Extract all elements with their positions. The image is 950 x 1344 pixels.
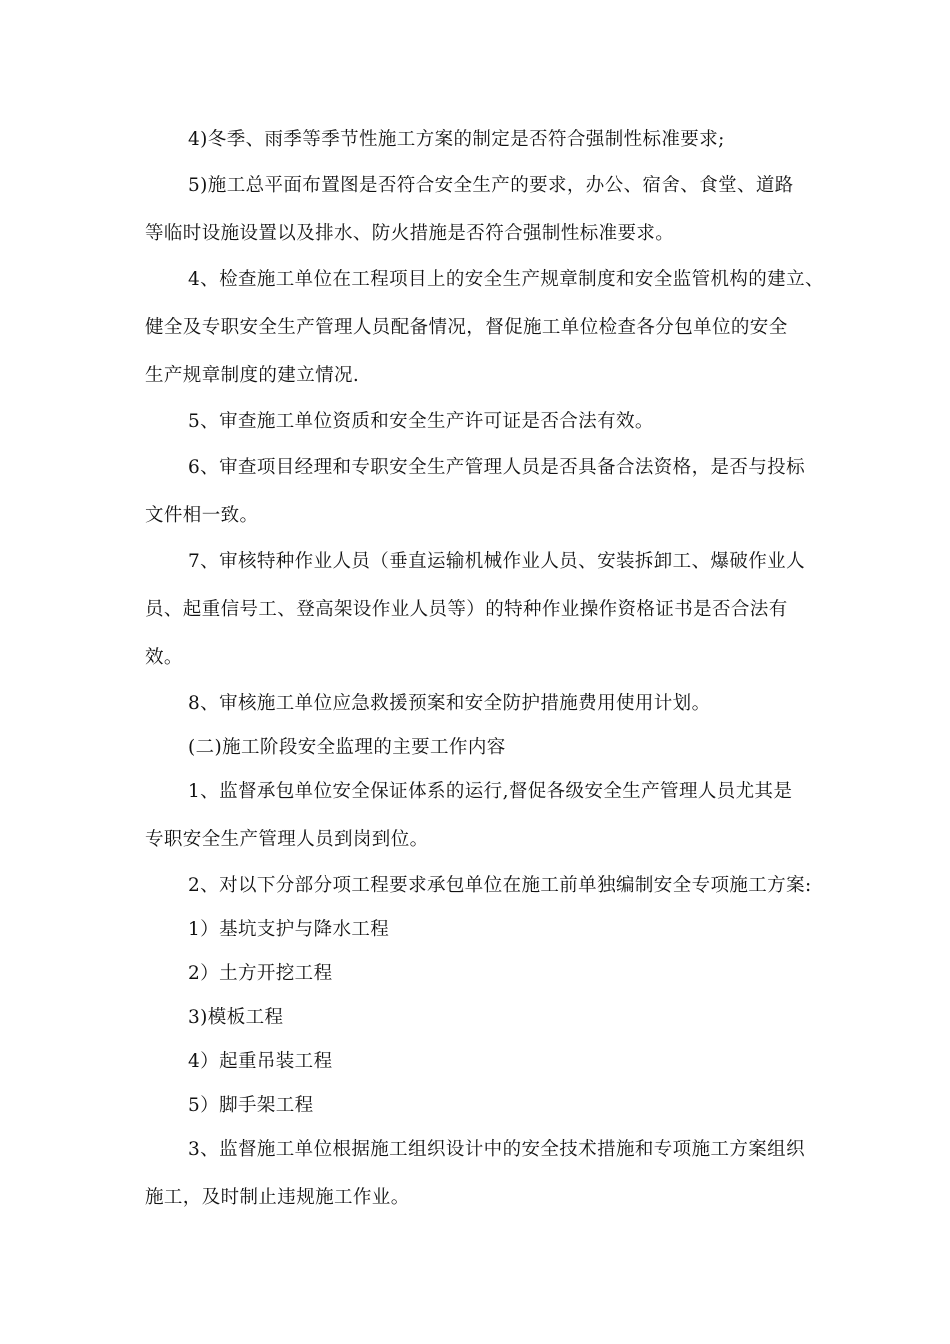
text-line: 6、审查项目经理和专职安全生产管理人员是否具备合法资格，是否与投标 [188, 457, 805, 478]
text-line: 2、对以下分部分项工程要求承包单位在施工前单独编制安全专项施工方案: [188, 875, 812, 896]
text-line: 5)施工总平面布置图是否符合安全生产的要求，办公、宿舍、食堂、道路 [188, 175, 794, 196]
text-line: 文件相一致。 [145, 505, 259, 526]
list-item: 1）基坑支护与降水工程 [188, 919, 390, 940]
text-line: 生产规章制度的建立情况. [145, 365, 360, 386]
text-line: 专职安全生产管理人员到岗到位。 [145, 829, 429, 850]
text-line: 8、审核施工单位应急救援预案和安全防护措施费用使用计划。 [188, 693, 711, 714]
text-line: 等临时设施设置以及排水、防火措施是否符合强制性标准要求。 [145, 223, 675, 244]
list-item: 3)模板工程 [188, 1007, 284, 1028]
list-item: 2）土方开挖工程 [188, 963, 333, 984]
section-heading: (二)施工阶段安全监理的主要工作内容 [188, 737, 506, 758]
text-line: 7、审核特种作业人员（垂直运输机械作业人员、安装拆卸工、爆破作业人 [188, 551, 805, 572]
list-item: 5）脚手架工程 [188, 1095, 314, 1116]
text-line: 施工，及时制止违规施工作业。 [145, 1187, 410, 1208]
text-line: 健全及专职安全生产管理人员配备情况，督促施工单位检查各分包单位的安全 [145, 317, 788, 338]
text-line: 员、起重信号工、登高架设作业人员等）的特种作业操作资格证书是否合法有 [145, 599, 788, 620]
text-line: 效。 [145, 647, 183, 668]
text-line: 3、监督施工单位根据施工组织设计中的安全技术措施和专项施工方案组织 [188, 1139, 805, 1160]
list-item: 4）起重吊装工程 [188, 1051, 333, 1072]
text-line: 1、监督承包单位安全保证体系的运行,督促各级安全生产管理人员尤其是 [188, 781, 793, 802]
text-line: 5、审查施工单位资质和安全生产许可证是否合法有效。 [188, 411, 654, 432]
text-line: 4、检查施工单位在工程项目上的安全生产规章制度和安全监管机构的建立、 [188, 269, 824, 290]
text-line: 4)冬季、雨季等季节性施工方案的制定是否符合强制性标准要求; [188, 129, 725, 150]
